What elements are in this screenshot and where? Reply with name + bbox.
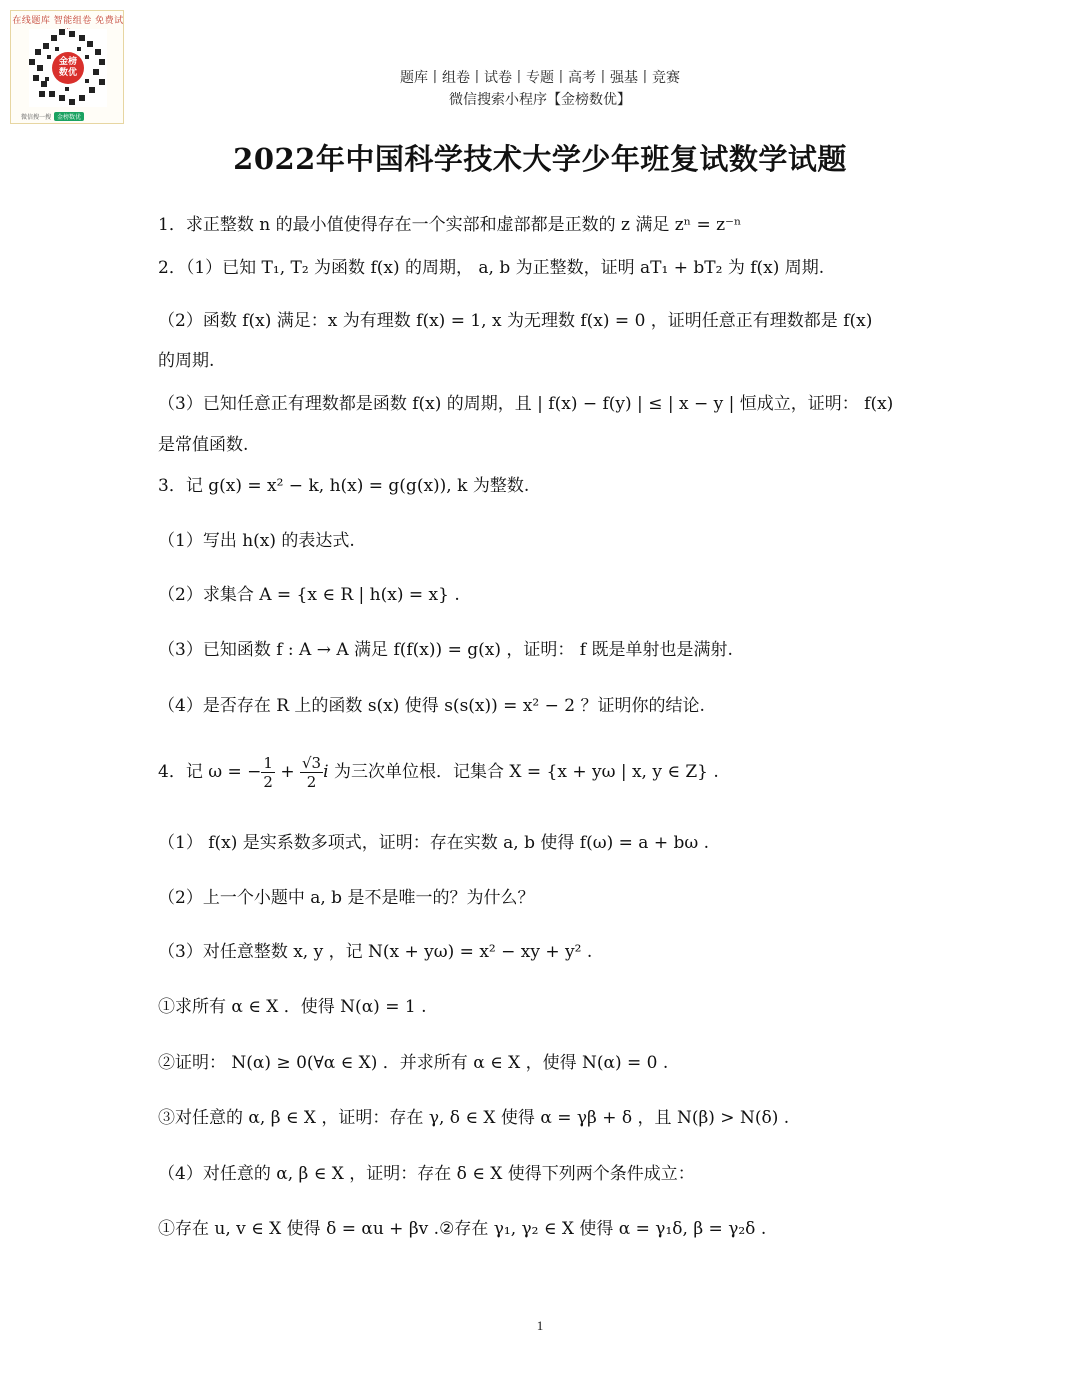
- brand-logo-text: 金榜 数优: [58, 57, 77, 78]
- fraction-one-half: $\frac{1}{2}$: [263, 754, 273, 791]
- question-4-part-3-item-3: ③对任意的 α, β ∈ X ，证明：存在 γ, δ ∈ X 使得 α = γβ + δ ，且 N(β) > N(δ) .: [158, 1108, 790, 1128]
- mini-program-hint: 微信搜索小程序【金榜数优】: [449, 92, 631, 108]
- fraction-root3-half: $\frac{√3}{2}$: [302, 754, 322, 791]
- plus-sign: +: [274, 762, 300, 782]
- question-2-part-3-cont: 是常值函数.: [158, 435, 249, 455]
- question-2-part-2: （2）函数 f(x) 满足：x 为有理数 f(x) = 1, x 为无理数 f(x) = 0 ，证明任意正有理数都是 f(x): [158, 311, 873, 331]
- question-4-part-4-of-3: （4）是否存在 R 上的函数 s(x) 使得 s(s(x)) = x² − 2 ？证明你的结论.: [158, 696, 705, 716]
- question-3-part-1: （1）写出 h(x) 的表达式.: [158, 531, 355, 551]
- question-4-part-4-conditions: ①存在 u, v ∈ X 使得 δ = αu + βv .②存在 γ₁, γ₂ ∈ X 使得 α = γ₁δ, β = γ₂δ .: [158, 1219, 767, 1239]
- badge-slogan: 在线题库 智能组卷 免费试: [12, 16, 124, 26]
- wechat-search-label: 微信搜一搜: [21, 113, 52, 121]
- question-4-part-3: （3）对任意整数 x, y ，记 N(x + yω) = x² − xy + y² .: [158, 942, 593, 962]
- imaginary-unit: i: [323, 762, 329, 782]
- site-nav-links: 题库丨组卷丨试卷丨专题丨高考丨强基丨竞赛: [400, 70, 680, 86]
- question-2-part-2-cont: 的周期.: [158, 351, 215, 371]
- question-4-text: 为三次单位根．记集合 X = {x + yω | x, y ∈ Z} .: [333, 762, 719, 782]
- question-3: 3．记 g(x) = x² − k, h(x) = g(g(x)), k 为整数.: [158, 476, 530, 496]
- question-4-part-4: （4）对任意的 α, β ∈ X ，证明：存在 δ ∈ X 使得下列两个条件成立：: [158, 1164, 695, 1184]
- question-3-part-2: （2）求集合 A = {x ∈ R | h(x) = x} .: [158, 585, 460, 605]
- question-4: [158, 752, 719, 792]
- question-3-part-3: （3）已知函数 f : A → A 满足 f(f(x)) = g(x) ，证明： f 既是单射也是满射.: [158, 640, 733, 660]
- exam-title: 2022年中国科学技术大学少年班复试数学试题: [233, 142, 847, 176]
- mini-program-search-tag: 金榜数优: [54, 112, 84, 121]
- question-4-prefix: 4．记 ω = −: [158, 762, 262, 782]
- question-2-part-3: （3）已知任意正有理数都是函数 f(x) 的周期，且 | f(x) − f(y) | ≤ | x − y | 恒成立，证明： f(x): [158, 394, 894, 414]
- page-number: 1: [536, 1318, 544, 1333]
- question-4-part-3-item-2: ②证明： N(α) ≥ 0(∀α ∈ X) ．并求所有 α ∈ X ，使得 N(α) = 0 .: [158, 1053, 669, 1073]
- question-4-part-1: （1） f(x) 是实系数多项式，证明：存在实数 a, b 使得 f(ω) = a + bω .: [158, 833, 710, 853]
- badge-footer: [21, 111, 117, 121]
- question-1: 1．求正整数 n 的最小值使得存在一个实部和虚部都是正数的 z 满足 zⁿ = z⁻ⁿ: [158, 215, 742, 235]
- question-2-part-1: 2．（1）已知 T₁, T₂ 为函数 f(x) 的周期， a, b 为正整数，证明 aT₁ + bT₂ 为 f(x) 周期.: [158, 258, 825, 278]
- question-4-part-3-item-1: ①求所有 α ∈ X ．使得 N(α) = 1 .: [158, 997, 427, 1017]
- question-4-part-2: （2）上一个小题中 a, b 是不是唯一的？为什么？: [158, 888, 535, 908]
